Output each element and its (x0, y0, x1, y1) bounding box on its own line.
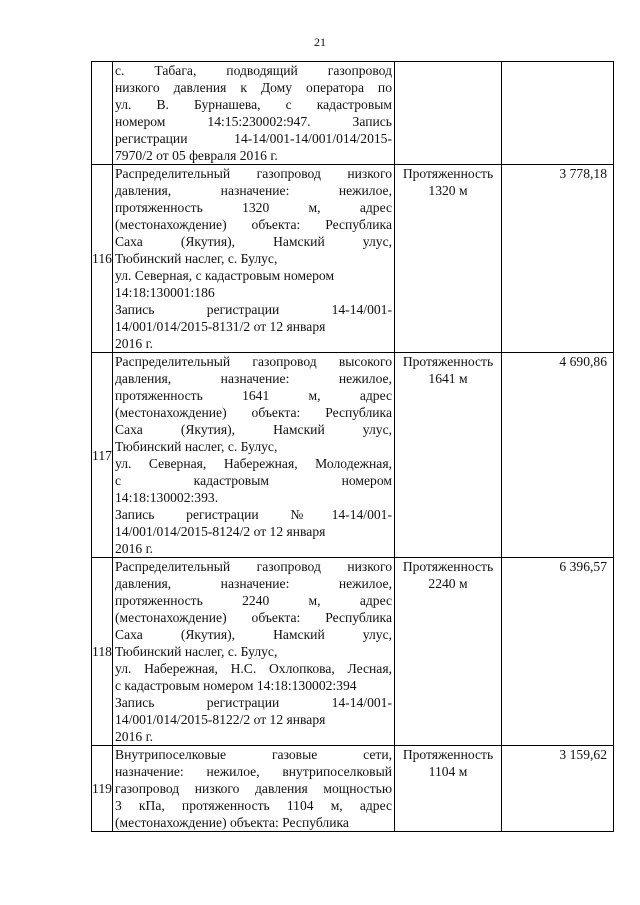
row-number-cell: 118 (92, 558, 113, 746)
description-line: регистрации 14-14/001-14/001/014/2015- (115, 131, 392, 146)
description-line: давления, назначение: нежилое, (115, 371, 392, 386)
extent-line: Протяженность (402, 559, 494, 574)
table-row (92, 165, 614, 353)
description-line: давления, назначение: нежилое, (115, 576, 392, 591)
table-row (92, 558, 614, 746)
extent-line: 1104 м (428, 764, 468, 779)
description-line: давления, назначение: нежилое, (115, 183, 392, 198)
description-line: Тюбинский наслег, с. Булус, (115, 251, 278, 266)
cost-cell: 3 159,62 (502, 746, 614, 832)
extent-line: 1641 м (428, 371, 468, 386)
object-description-cell (113, 62, 395, 165)
description-line: Саха (Якутия), Намский улус, (115, 627, 392, 642)
cost-cell: 6 396,57 (502, 558, 614, 746)
description-line: 14/001/014/2015-8131/2 от 12 января (115, 319, 326, 334)
description-line: (местонахождение) объекта: Республика (115, 217, 392, 232)
description-line: протяженность 1320 м, адрес (115, 200, 392, 215)
description-line: ул. Северная, Набережная, Молодежная, (115, 456, 392, 471)
row-number-cell: 116 (92, 165, 113, 353)
extent-cell (395, 62, 502, 165)
description-line: с кадастровым номером (115, 473, 392, 488)
description-line: (местонахождение) объекта: Республика (115, 815, 349, 830)
object-description-cell (113, 165, 395, 353)
description-line: 7970/2 от 05 февраля 2016 г. (115, 148, 278, 163)
object-description-cell (113, 353, 395, 558)
description-line: с. Табага, подводящий газопровод (115, 63, 392, 78)
description-line: назначение: нежилое, внутрипоселковый (115, 764, 392, 779)
extent-line: Протяженность (402, 354, 494, 369)
cost-cell (502, 62, 614, 165)
extent-cell (395, 353, 502, 558)
description-line: номером 14:15:230002:947. Запись (115, 114, 392, 129)
page-number: 21 (314, 35, 326, 49)
description-line: 14/001/014/2015-8122/2 от 12 января (115, 712, 326, 727)
description-line: 3 кПа, протяженность 1104 м, адрес (115, 798, 392, 813)
description-line: Саха (Якутия), Намский улус, (115, 234, 392, 249)
description-line: 14/001/014/2015-8124/2 от 12 января (115, 524, 326, 539)
extent-cell (395, 746, 502, 832)
extent-cell (395, 165, 502, 353)
description-line: Саха (Якутия), Намский улус, (115, 422, 392, 437)
extent-line: Протяженность (402, 166, 494, 181)
description-line: Запись регистрации №14-14/001- (115, 507, 392, 522)
table-row (92, 62, 614, 165)
description-line: ул. В. Бурнашева, с кадастровым (115, 97, 392, 112)
description-line: (местонахождение) объекта: Республика (115, 610, 392, 625)
cost-cell: 4 690,86 (502, 353, 614, 558)
property-registry-table (91, 61, 614, 832)
row-number-cell: 117 (92, 353, 113, 558)
description-line: (местонахождение) объекта: Республика (115, 405, 392, 420)
description-line: протяженность 1641 м, адрес (115, 388, 392, 403)
description-line: протяженность 2240 м, адрес (115, 593, 392, 608)
description-line: ул. Северная, с кадастровым номером (115, 268, 335, 283)
description-line: газопровод низкого давления мощностью (115, 781, 392, 796)
description-line: Запись регистрации 14-14/001- (115, 302, 392, 317)
table-row (92, 746, 614, 832)
description-line: Распределительный газопровод высокого (115, 354, 392, 369)
description-line: 2016 г. (115, 336, 154, 351)
cost-cell: 3 778,18 (502, 165, 614, 353)
description-line: Распределительный газопровод низкого (115, 166, 392, 181)
table-row (92, 353, 614, 558)
description-line: с кадастровым номером 14:18:130002:394 (115, 678, 357, 693)
description-line: 14:18:130001:186 (115, 285, 215, 300)
description-line: Тюбинский наслег, с. Булус, (115, 644, 278, 659)
description-line: Распределительный газопровод низкого (115, 559, 392, 574)
row-number-cell: 119 (92, 746, 113, 832)
description-line: низкого давления к Дому оператора по (115, 80, 392, 95)
description-line: 2016 г. (115, 541, 154, 556)
description-line: ул. Набережная, Н.С. Охлопкова, Лесная, (115, 661, 392, 676)
row-number-cell (92, 62, 113, 165)
description-line: 14:18:130002:393. (115, 490, 219, 505)
description-line: 2016 г. (115, 729, 154, 744)
extent-line: 2240 м (428, 576, 468, 591)
description-line: Тюбинский наслег, с. Булус, (115, 439, 278, 454)
object-description-cell (113, 746, 395, 832)
description-line: Внутрипоселковые газовые сети, (115, 747, 392, 762)
extent-line: 1320 м (428, 183, 468, 198)
object-description-cell (113, 558, 395, 746)
extent-line: Протяженность (402, 747, 494, 762)
table-body (92, 62, 614, 832)
extent-cell (395, 558, 502, 746)
description-line: Запись регистрации 14-14/001- (115, 695, 392, 710)
